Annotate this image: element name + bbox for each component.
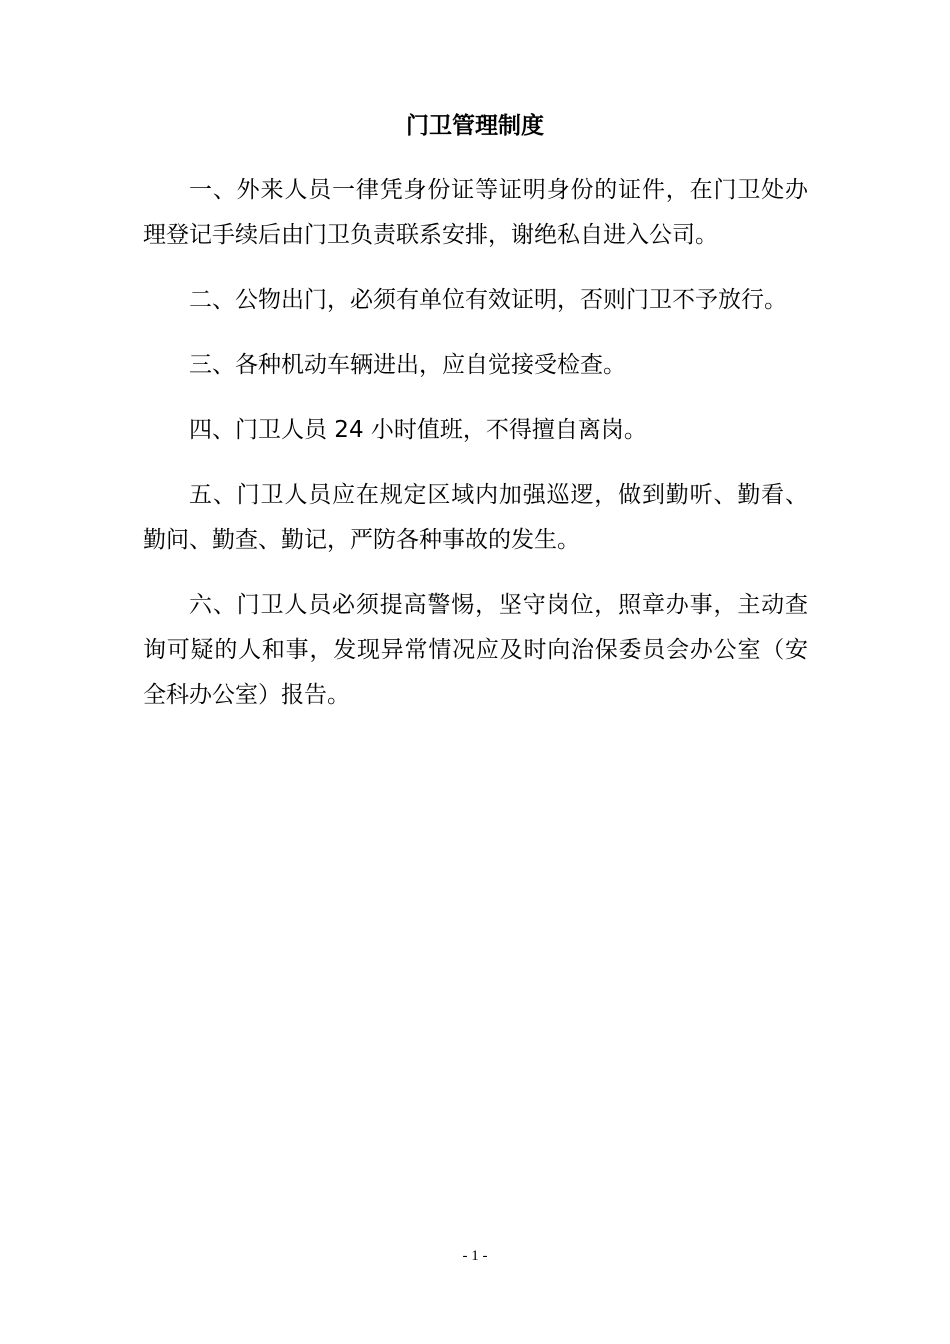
rule-paragraph-5: 五、门卫人员应在规定区域内加强巡逻，做到勤听、勤看、勤问、勤查、勤记，严防各种事故的发生。 xyxy=(143,482,808,553)
rule-paragraph-6: 六、门卫人员必须提高警惕，坚守岗位，照章办事，主动查询可疑的人和事，发现异常情况应及时向治保委员会办公室（安全科办公室）报告。 xyxy=(143,592,808,708)
rule-paragraph-4: 四、门卫人员 24 小时值班，不得擅自离岗。 xyxy=(189,417,647,443)
document-body xyxy=(143,168,808,738)
rule-paragraph-3: 三、各种机动车辆进出，应自觉接受检查。 xyxy=(189,352,626,378)
document-title: 门卫管理制度 xyxy=(406,113,544,139)
page-number: - 1 - xyxy=(462,1248,488,1264)
rule-paragraph-1: 一、外来人员一律凭身份证等证明身份的证件，在门卫处办理登记手续后由门卫负责联系安排，谢绝私自进入公司。 xyxy=(143,177,808,248)
rule-paragraph-2: 二、公物出门，必须有单位有效证明，否则门卫不予放行。 xyxy=(189,287,787,313)
